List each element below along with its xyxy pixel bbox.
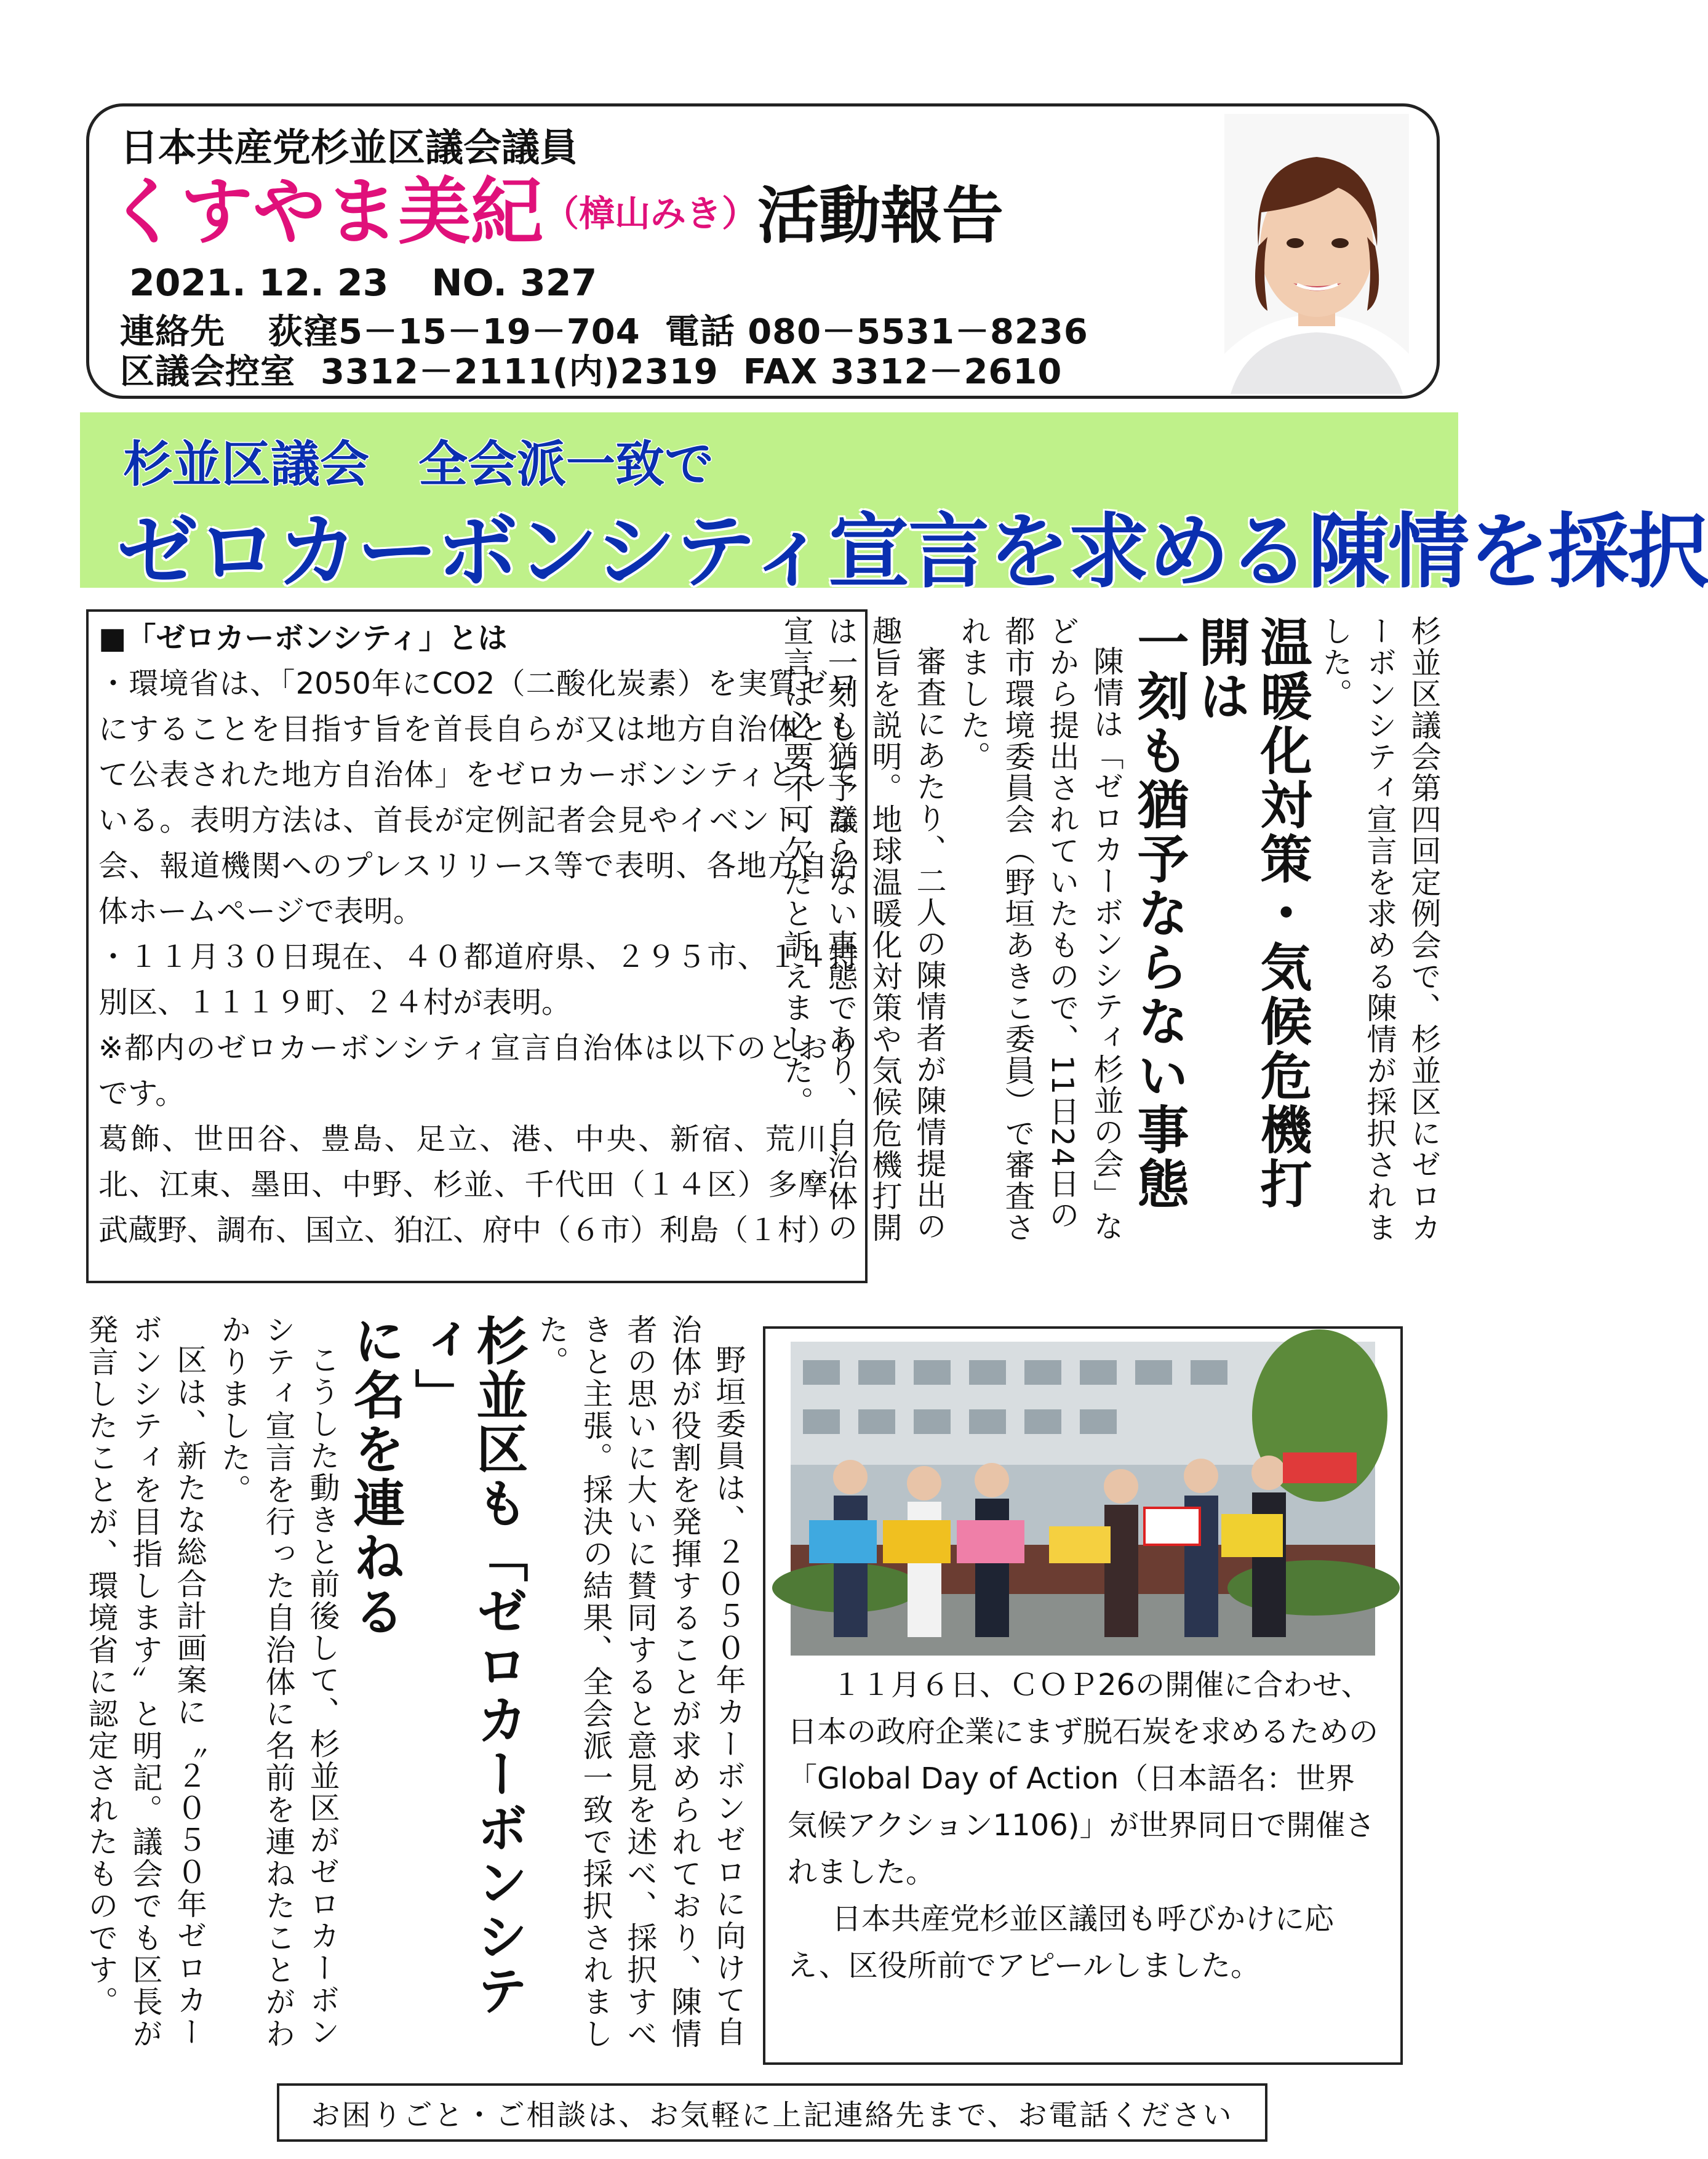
article-2-paragraph: こうした動きと前後して、杉並区がゼロカーボンシティ宣言を行った自治体に名前を連ねたことがわかりました。 [217, 1314, 340, 2050]
info-paragraph: ※都内のゼロカーボンシティ宣言自治体は以下のとおりです。 [98, 1031, 858, 1111]
caption-paragraph: 日本共産党杉並区議団も呼びかけに応え、区役所前でアピールしました。 [788, 1902, 1335, 1983]
article-1-heading: 一刻も猶予ならない事態 [1129, 615, 1189, 1211]
party-affiliation: 日本共産党杉並区議会議員 [120, 125, 578, 170]
councilor-name: くすやま美紀 [108, 169, 544, 254]
issue-date: 2021. 12. 23 [129, 262, 389, 305]
fax-number: 3312－2610 [830, 352, 1063, 392]
article-1-heading: 温暖化対策・気候危機打開は [1191, 615, 1312, 1211]
issue-number: NO. 327 [431, 262, 597, 305]
municipality-list: 葛飾、世田谷、豊島、足立、港、中央、新宿、荒川、北、江東、墨田、中野、杉並、千代田（１４区）多摩、武蔵野、調布、国立、狛江、府中（６市）利島（１村） [98, 1122, 858, 1248]
phone-label: 電話 [664, 312, 735, 352]
fax-label: FAX [743, 352, 818, 392]
photo-caption [788, 1662, 1384, 1989]
headline-subtitle: 杉並区議会 全会派一致で [123, 436, 714, 493]
article-2-heading: に名を連ねる [345, 1314, 405, 1639]
footer-message: お困りごと・ご相談は、お気軽に上記連絡先まで、お電話ください [311, 2099, 1234, 2133]
info-box-content [98, 615, 858, 1253]
article-1 [779, 615, 1446, 1256]
councilor-portrait [1224, 114, 1409, 394]
info-paragraph: ・１１月３０日現在、４０都道府県、２９５市、１４特別区、１１１９町、２４村が表明。 [98, 940, 858, 1020]
name-reading: （樟山みき） [543, 193, 758, 234]
group-photo [791, 1342, 1375, 1656]
issue-line [129, 262, 597, 305]
article-2-paragraph: 区は、新たな総合計画案に〝２０５０年ゼロカーボンシティを目指します〟と明記。議会でも区長が発言したことが、環境省に認定されたものです。 [84, 1314, 207, 2050]
office-phone: 3312－2111(内)2319 [321, 352, 719, 392]
info-paragraph: ・環境省は、「2050年にCO2（二酸化炭素）を実質ゼロにすることを目指す旨を首長自らが又は地方自治体として公表された地方自治体」をゼロカーボンシティとしている。表明方法は、首長が定例記者会見やイベント、議会、報道機関へのプレスリリース等で表明、各地方自治体ホームページで表明。 [98, 667, 858, 929]
article-2 [86, 1314, 751, 2068]
article-1-paragraph: 審査にあたり、二人の陳情者が陳情提出の趣旨を説明。地球温暖化対策や気候危機打開は一刻も猶予ならない事態であり、自治体の宣言は必要不可欠だと訴えました。 [779, 615, 947, 1243]
office-line [120, 345, 1062, 394]
info-box-title: ■「ゼロカーボンシティ」とは [98, 621, 508, 655]
article-2-paragraph: 野垣委員は、２０５０年カーボンゼロに向けて自治体が役割を発揮することが求められており、陳情者の思いに大いに賛同すると意見を述べ、採択すべきと主張。採決の結果、全会派一致で採択されました。 [534, 1314, 746, 2050]
headline-title: ゼロカーボンシティ宣言を求める陳情を採択 [117, 505, 1708, 599]
contact-address: 荻窪5－15－19－704 [268, 312, 640, 352]
activity-report-label: 活動報告 [757, 180, 1004, 252]
caption-paragraph: １１月６日、ＣＯＰ26の開催に合わせ、日本の政府企業にまず脱石炭を求めるための「Global Day of Action（日本語名：世界気候アクション1106)」が世界同日で開催されました。 [788, 1668, 1379, 1889]
contact-label: 連絡先 [120, 312, 225, 352]
report-title [108, 169, 1004, 254]
article-1-lead: 杉並区議会第四回定例会で、杉並区にゼロカーボンシティ宣言を求める陳情が採択されました。 [1318, 615, 1442, 1243]
article-1-paragraph: 陳情は「ゼロカーボンシティ杉並の会」などから提出されていたもので、11日24日の都市環境委員会（野垣あきこ委員）で審査されました。 [956, 615, 1124, 1243]
office-label: 区議会控室 [120, 352, 295, 392]
phone-number: 080－5531－8236 [748, 312, 1088, 352]
article-2-heading: 杉並区も「ゼロカーボンシティ」 [407, 1314, 529, 2018]
